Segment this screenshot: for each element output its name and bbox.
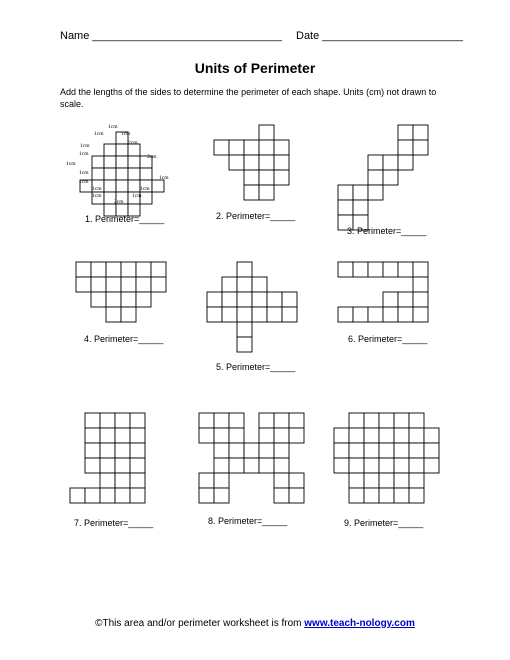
grid-cell — [115, 458, 130, 473]
dim-label: 1cm — [66, 161, 76, 167]
grid-cell — [349, 443, 364, 458]
grid-cell — [92, 156, 104, 168]
grid-cell — [349, 413, 364, 428]
grid-cell — [368, 170, 383, 185]
grid-cell — [413, 125, 428, 140]
grid-cell — [130, 458, 145, 473]
grid-cell — [252, 307, 267, 322]
grid-cell — [136, 262, 151, 277]
dim-label: 2cm — [128, 140, 138, 146]
grid-cell — [383, 262, 398, 277]
dim-label: 1cm — [94, 131, 104, 137]
grid-cell — [85, 458, 100, 473]
grid-cell — [338, 262, 353, 277]
perimeter-label: 5. Perimeter=_____ — [216, 362, 296, 372]
grid-cell — [85, 488, 100, 503]
grid-cell — [274, 428, 289, 443]
grid-cell — [289, 428, 304, 443]
grid-cell — [338, 185, 353, 200]
grid-cell — [199, 473, 214, 488]
grid-cell — [379, 413, 394, 428]
perimeter-label: 2. Perimeter=_____ — [216, 211, 296, 221]
dim-label: 1cm — [121, 131, 131, 137]
grid-cell — [259, 458, 274, 473]
grid-cell — [259, 413, 274, 428]
grid-cell — [334, 443, 349, 458]
grid-cell — [413, 292, 428, 307]
grid-cell — [274, 473, 289, 488]
grid-cell — [214, 428, 229, 443]
grid-cell — [398, 140, 413, 155]
grid-cell — [76, 277, 91, 292]
grid-cell — [151, 277, 166, 292]
grid-cell — [398, 262, 413, 277]
grid-cell — [91, 292, 106, 307]
grid-cell — [207, 292, 222, 307]
grid-cell — [244, 155, 259, 170]
grid-cell — [394, 443, 409, 458]
perimeter-label: 9. Perimeter=_____ — [344, 518, 424, 528]
grid-cell — [424, 458, 439, 473]
grid-cell — [424, 428, 439, 443]
grid-cell — [91, 262, 106, 277]
grid-cell — [229, 428, 244, 443]
grid-cell — [353, 307, 368, 322]
grid-cell — [229, 140, 244, 155]
grid-cell — [274, 140, 289, 155]
perimeter-label: 7. Perimeter=_____ — [74, 518, 154, 528]
grid-cell — [128, 180, 140, 192]
grid-cell — [136, 292, 151, 307]
dim-label: 2cm — [114, 199, 124, 205]
grid-cell — [136, 277, 151, 292]
grid-cell — [398, 125, 413, 140]
grid-cell — [274, 488, 289, 503]
grid-cell — [259, 185, 274, 200]
grid-cell — [115, 428, 130, 443]
grid-cell — [106, 262, 121, 277]
grid-cell — [130, 443, 145, 458]
name-field-label: Name _______________________________ — [60, 30, 283, 42]
grid-cell — [364, 413, 379, 428]
grid-cell — [106, 292, 121, 307]
footer-link[interactable]: www.teach-nology.com — [304, 618, 415, 629]
grid-cell — [121, 262, 136, 277]
grid-cell — [222, 277, 237, 292]
grid-cell — [128, 156, 140, 168]
grid-cell — [237, 307, 252, 322]
grid-cell — [128, 168, 140, 180]
grid-cell — [364, 473, 379, 488]
grid-cell — [252, 277, 267, 292]
grid-cell — [237, 337, 252, 352]
dim-label: 1cm — [92, 193, 102, 199]
grid-cell — [130, 488, 145, 503]
grid-cell — [413, 140, 428, 155]
grid-cell — [130, 428, 145, 443]
grid-cell — [229, 443, 244, 458]
grid-cell — [100, 413, 115, 428]
grid-cell — [383, 170, 398, 185]
grid-cell — [409, 428, 424, 443]
grid-cell — [379, 473, 394, 488]
grid-cell — [267, 307, 282, 322]
grid-cell — [229, 413, 244, 428]
grid-cell — [70, 488, 85, 503]
grid-cell — [115, 413, 130, 428]
grid-cell — [199, 488, 214, 503]
dim-label: 1cm — [159, 175, 169, 181]
grid-cell — [121, 307, 136, 322]
grid-cell — [353, 200, 368, 215]
grid-cell — [398, 155, 413, 170]
grid-cell — [152, 180, 164, 192]
instructions: Add the lengths of the sides to determine the perimeter of each shape. Units (cm) not drawn to scale. — [60, 87, 437, 109]
grid-cell — [274, 155, 289, 170]
grid-cell — [106, 277, 121, 292]
grid-cell — [409, 488, 424, 503]
dim-label: 1cm — [79, 179, 89, 185]
grid-cell — [394, 413, 409, 428]
grid-cell — [222, 292, 237, 307]
grid-cell — [244, 458, 259, 473]
grid-cell — [349, 473, 364, 488]
dim-label: 1cm — [92, 186, 102, 192]
dim-label: 2cm — [147, 154, 157, 160]
grid-cell — [115, 473, 130, 488]
grid-cell — [104, 168, 116, 180]
grid-cell — [398, 292, 413, 307]
grid-cell — [274, 458, 289, 473]
grid-cell — [424, 443, 439, 458]
grid-cell — [229, 155, 244, 170]
grid-cell — [364, 443, 379, 458]
grid-cell — [244, 140, 259, 155]
grid-cell — [413, 277, 428, 292]
grid-cell — [115, 488, 130, 503]
grid-cell — [244, 443, 259, 458]
grid-cell — [338, 200, 353, 215]
grid-cell — [116, 144, 128, 156]
grid-cell — [282, 307, 297, 322]
grid-cell — [100, 458, 115, 473]
grid-cell — [289, 413, 304, 428]
dim-label: 1cm — [79, 170, 89, 176]
grid-cell — [199, 428, 214, 443]
grid-cell — [274, 170, 289, 185]
grid-cell — [244, 170, 259, 185]
grid-cell — [274, 443, 289, 458]
grid-cell — [214, 488, 229, 503]
grid-cell — [379, 488, 394, 503]
perimeter-label: 8. Perimeter=_____ — [208, 516, 288, 526]
grid-cell — [364, 488, 379, 503]
grid-cell — [394, 458, 409, 473]
grid-cell — [121, 277, 136, 292]
grid-cell — [394, 428, 409, 443]
grid-cell — [394, 473, 409, 488]
grid-cell — [104, 144, 116, 156]
grid-cell — [104, 180, 116, 192]
grid-cell — [353, 262, 368, 277]
dim-label: 1cm — [132, 193, 142, 199]
grid-cell — [140, 192, 152, 204]
grid-cell — [85, 413, 100, 428]
grid-cell — [100, 428, 115, 443]
grid-cell — [199, 413, 214, 428]
grid-cell — [76, 262, 91, 277]
page-title: Units of Perimeter — [194, 60, 316, 76]
grid-cell — [214, 443, 229, 458]
grid-cell — [267, 292, 282, 307]
grid-cell — [214, 140, 229, 155]
grid-cell — [151, 262, 166, 277]
grid-cell — [349, 458, 364, 473]
perimeter-label: 1. Perimeter=_____ — [85, 214, 165, 224]
grid-cell — [207, 307, 222, 322]
grid-cell — [222, 307, 237, 322]
grid-cell — [259, 428, 274, 443]
grid-cell — [214, 458, 229, 473]
grid-cell — [116, 168, 128, 180]
grid-cell — [368, 155, 383, 170]
grid-cell — [130, 413, 145, 428]
grid-cell — [121, 292, 136, 307]
grid-cell — [383, 292, 398, 307]
grid-cell — [85, 428, 100, 443]
grid-cell — [383, 155, 398, 170]
grid-cell — [353, 185, 368, 200]
grid-cell — [130, 473, 145, 488]
grid-cell — [364, 458, 379, 473]
grid-cell — [409, 413, 424, 428]
date-field-label: Date _______________________ — [296, 30, 463, 42]
grid-cell — [237, 322, 252, 337]
grid-cell — [368, 185, 383, 200]
grid-cell — [237, 277, 252, 292]
grid-cell — [409, 473, 424, 488]
grid-cell — [91, 277, 106, 292]
grid-cell — [364, 428, 379, 443]
dim-label: 1cm — [79, 151, 89, 157]
grid-cell — [383, 307, 398, 322]
grid-cell — [282, 292, 297, 307]
grid-cell — [368, 307, 383, 322]
grid-cell — [259, 443, 274, 458]
grid-cell — [349, 428, 364, 443]
grid-cell — [409, 458, 424, 473]
grid-cell — [116, 180, 128, 192]
grid-cell — [274, 413, 289, 428]
grid-cell — [368, 262, 383, 277]
footer-text: ©This area and/or perimeter worksheet is from — [95, 618, 305, 629]
grid-cell — [104, 156, 116, 168]
grid-cell — [349, 488, 364, 503]
grid-cell — [338, 307, 353, 322]
grid-cell — [106, 307, 121, 322]
grid-cell — [229, 458, 244, 473]
grid-cell — [214, 473, 229, 488]
dim-label: 1cm — [80, 143, 90, 149]
grid-cell — [379, 443, 394, 458]
dim-label: 1cm — [140, 186, 150, 192]
grid-cell — [379, 428, 394, 443]
grid-cell — [85, 443, 100, 458]
grid-cell — [259, 170, 274, 185]
grid-cell — [92, 168, 104, 180]
grid-cell — [116, 156, 128, 168]
grid-cell — [237, 262, 252, 277]
grid-cell — [259, 155, 274, 170]
perimeter-label: 3. Perimeter=_____ — [347, 226, 427, 236]
grid-cell — [289, 473, 304, 488]
perimeter-label: 6. Perimeter=_____ — [348, 334, 428, 344]
grid-cell — [409, 443, 424, 458]
grid-cell — [140, 168, 152, 180]
grid-cell — [237, 292, 252, 307]
grid-cell — [259, 140, 274, 155]
grid-cell — [100, 488, 115, 503]
footer — [0, 618, 510, 629]
grid-cell — [413, 262, 428, 277]
grid-cell — [100, 473, 115, 488]
grid-cell — [100, 443, 115, 458]
perimeter-label: 4. Perimeter=_____ — [84, 334, 164, 344]
grid-cell — [259, 125, 274, 140]
grid-cell — [398, 307, 413, 322]
dim-label: 1cm — [108, 124, 118, 130]
grid-cell — [413, 307, 428, 322]
grid-cell — [214, 413, 229, 428]
grid-cell — [244, 185, 259, 200]
grid-cell — [252, 292, 267, 307]
grid-cell — [394, 488, 409, 503]
grid-cell — [334, 428, 349, 443]
grid-cell — [115, 443, 130, 458]
grid-cell — [289, 488, 304, 503]
grid-cell — [334, 458, 349, 473]
grid-cell — [379, 458, 394, 473]
